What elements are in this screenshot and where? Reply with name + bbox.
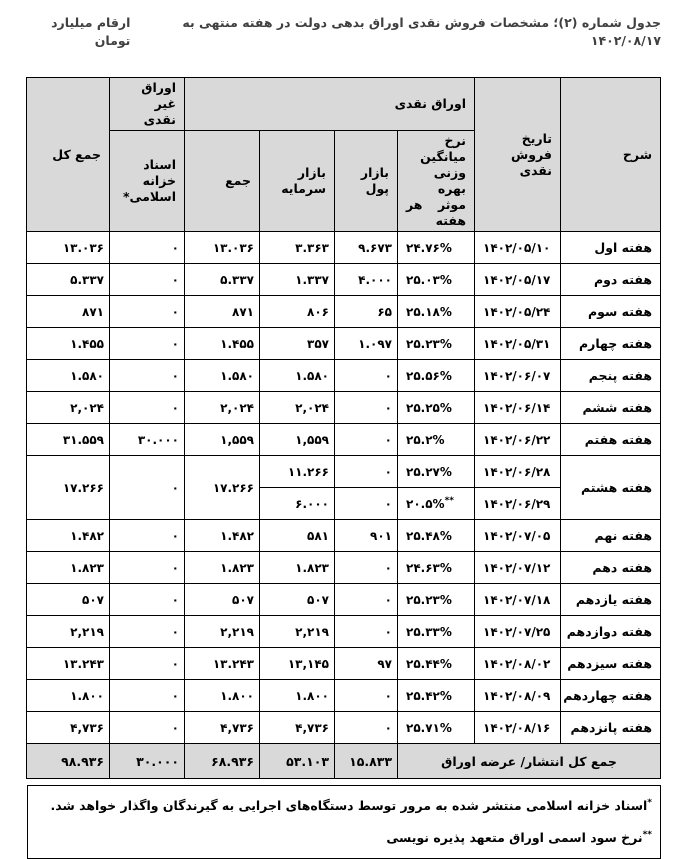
footnote-marker: ** — [642, 830, 652, 841]
table-row — [27, 328, 661, 360]
money-market-cell: ۴.۰۰۰ — [335, 264, 398, 296]
sale-date-cell: ۱۴۰۲/۰۶/۲۸ — [475, 456, 561, 488]
rate-cell: ۲۵.۱۸% — [398, 296, 475, 328]
week-cell: هفته نهم — [561, 520, 661, 552]
sum-cell: ۱.۸۲۳ — [185, 552, 260, 584]
capital-market-cell: ۲,۰۲۴ — [260, 392, 335, 424]
table-row — [27, 232, 661, 264]
treasury-cell: ۰ — [110, 392, 185, 424]
money-market-cell: ۰ — [335, 424, 398, 456]
capital-market-cell: ۸۰۶ — [260, 296, 335, 328]
treasury-cell: ۰ — [110, 616, 185, 648]
rate-cell: ۲۵.۲۳% — [398, 328, 475, 360]
grand-total-cell: ۴,۷۳۶ — [27, 712, 110, 744]
sum-cell: ۱.۴۸۲ — [185, 520, 260, 552]
grand-total-cell: ۲,۲۱۹ — [27, 616, 110, 648]
footnote-text: اسناد خزانه اسلامی منتشر شده به مرور توسط دستگاه‌های اجرایی به گیرندگان واگذار خواهد شد. — [50, 798, 648, 814]
rate-cell: ۲۵.۰۳% — [398, 264, 475, 296]
sale-date-cell: ۱۴۰۲/۰۷/۰۵ — [475, 520, 561, 552]
sum-cell: ۱۳.۰۳۶ — [185, 232, 260, 264]
header-capital-market: بازار سرمایه — [260, 131, 335, 232]
capital-market-cell: ۱.۵۸۰ — [260, 360, 335, 392]
grand-total-cell: ۱.۸۰۰ — [27, 680, 110, 712]
rate-cell: ۲۵.۳۳% — [398, 616, 475, 648]
sale-date-cell: ۱۴۰۲/۰۷/۲۵ — [475, 616, 561, 648]
rate-cell: ۲۵.۴۸% — [398, 520, 475, 552]
treasury-cell: ۰ — [110, 328, 185, 360]
header-money-market: بازار پول — [335, 131, 398, 232]
money-market-cell: ۰ — [335, 616, 398, 648]
sum-cell: ۲,۰۲۴ — [185, 392, 260, 424]
total-grand-total: ۹۸.۹۳۶ — [27, 744, 110, 779]
page-title-row — [16, 14, 661, 50]
sale-date-cell: ۱۴۰۲/۰۵/۲۴ — [475, 296, 561, 328]
capital-market-cell: ۳۵۷ — [260, 328, 335, 360]
treasury-cell: ۰ — [110, 264, 185, 296]
capital-market-cell: ۱,۵۵۹ — [260, 424, 335, 456]
rate-cell: ۲۵.۴۲% — [398, 680, 475, 712]
sale-date-cell: ۱۴۰۲/۰۶/۱۴ — [475, 392, 561, 424]
grand-total-cell: ۱۷.۲۶۶ — [27, 456, 110, 520]
money-market-cell: ۰ — [335, 360, 398, 392]
unit-note: ارقام میلیارد تومان — [51, 15, 131, 48]
rate-note: ** — [444, 496, 454, 506]
treasury-cell: ۰ — [110, 584, 185, 616]
grand-total-cell: ۲,۰۲۴ — [27, 392, 110, 424]
header-cash-group: اوراق نقدی — [185, 78, 475, 131]
footnote-treasury — [36, 795, 652, 814]
footnotes-box — [27, 785, 661, 859]
table-row — [27, 392, 661, 424]
week-cell: هفته سوم — [561, 296, 661, 328]
table-row — [27, 360, 661, 392]
rate-cell: ۲۵.۲۷% — [398, 456, 475, 488]
total-treasury: ۳۰.۰۰۰ — [110, 744, 185, 779]
table-row — [27, 520, 661, 552]
sale-date-cell: ۱۴۰۲/۰۸/۱۶ — [475, 712, 561, 744]
treasury-cell: ۰ — [110, 680, 185, 712]
treasury-cell: ۰ — [110, 232, 185, 264]
week-cell: هفته اول — [561, 232, 661, 264]
sale-date-cell: ۱۴۰۲/۰۶/۲۹ — [475, 488, 561, 520]
table-title: جدول شماره (۲)؛ مشخصات فروش نقدی اوراق بدهی دولت در هفته منتهی به ۱۴۰۲/۰۸/۱۷ — [182, 15, 661, 48]
sale-date-cell: ۱۴۰۲/۰۷/۱۸ — [475, 584, 561, 616]
header-row-groups — [27, 78, 661, 131]
money-market-cell: ۰ — [335, 584, 398, 616]
capital-market-cell: ۱.۳۳۷ — [260, 264, 335, 296]
treasury-cell: ۰ — [110, 648, 185, 680]
table-row — [27, 584, 661, 616]
header-sum: جمع — [185, 131, 260, 232]
grand-total-cell: ۱.۵۸۰ — [27, 360, 110, 392]
rate-cell: ۲۴.۶۳% — [398, 552, 475, 584]
treasury-cell: ۰ — [110, 712, 185, 744]
rate-cell: ۲۵.۵۶% — [398, 360, 475, 392]
sale-date-cell: ۱۴۰۲/۰۵/۳۱ — [475, 328, 561, 360]
sale-date-cell: ۱۴۰۲/۰۸/۰۹ — [475, 680, 561, 712]
grand-total-cell: ۵۰۷ — [27, 584, 110, 616]
capital-market-cell: ۵۰۷ — [260, 584, 335, 616]
sale-date-cell: ۱۴۰۲/۰۷/۱۲ — [475, 552, 561, 584]
sale-date-cell: ۱۴۰۲/۰۶/۰۷ — [475, 360, 561, 392]
money-market-cell: ۶۵ — [335, 296, 398, 328]
treasury-cell: ۰ — [110, 360, 185, 392]
capital-market-cell: ۵۸۱ — [260, 520, 335, 552]
footnote-marker: * — [647, 798, 652, 808]
money-market-cell: ۹۷ — [335, 648, 398, 680]
total-money-market: ۱۵.۸۳۳ — [335, 744, 398, 779]
week-cell: هفته چهارم — [561, 328, 661, 360]
treasury-cell: ۰ — [110, 520, 185, 552]
money-market-cell: ۰ — [335, 552, 398, 584]
total-row-label: جمع کل انتشار/ عرضه اوراق — [398, 744, 661, 779]
header-description: شرح — [561, 78, 661, 232]
money-market-cell: ۱.۰۹۷ — [335, 328, 398, 360]
table-row — [27, 296, 661, 328]
sum-cell: ۱۷.۲۶۶ — [185, 456, 260, 520]
grand-total-cell: ۱.۴۸۲ — [27, 520, 110, 552]
treasury-cell: ۳۰.۰۰۰ — [110, 424, 185, 456]
week-cell: هفته هفتم — [561, 424, 661, 456]
table-row — [27, 424, 661, 456]
sum-cell: ۱.۸۰۰ — [185, 680, 260, 712]
rate-cell — [398, 488, 475, 520]
capital-market-cell: ۴,۷۳۶ — [260, 712, 335, 744]
rate-cell: ۲۵.۲۳% — [398, 584, 475, 616]
week-cell: هفته یازدهم — [561, 584, 661, 616]
rate-cell: ۲۵.۴۴% — [398, 648, 475, 680]
week-cell: هفته دوم — [561, 264, 661, 296]
rate-cell: ۲۴.۷۶% — [398, 232, 475, 264]
grand-total-cell: ۱۳.۰۳۶ — [27, 232, 110, 264]
table-row — [27, 456, 661, 488]
week-cell: هفته هشتم — [561, 456, 661, 520]
table-row — [27, 264, 661, 296]
sum-cell: ۲,۲۱۹ — [185, 616, 260, 648]
money-market-cell: ۰ — [335, 392, 398, 424]
capital-market-cell: ۱۳,۱۴۵ — [260, 648, 335, 680]
table-row — [27, 712, 661, 744]
table-row — [27, 680, 661, 712]
sum-cell: ۵۰۷ — [185, 584, 260, 616]
grand-total-cell: ۳۱.۵۵۹ — [27, 424, 110, 456]
grand-total-cell: ۱.۴۵۵ — [27, 328, 110, 360]
table-row — [27, 616, 661, 648]
money-market-cell: ۰ — [335, 456, 398, 488]
week-cell: هفته ششم — [561, 392, 661, 424]
total-sum: ۶۸.۹۳۶ — [185, 744, 260, 779]
capital-market-cell: ۱.۸۲۳ — [260, 552, 335, 584]
money-market-cell: ۹.۶۷۳ — [335, 232, 398, 264]
capital-market-cell: ۲,۲۱۹ — [260, 616, 335, 648]
week-cell: هفته چهاردهم — [561, 680, 661, 712]
sum-cell: ۱.۵۸۰ — [185, 360, 260, 392]
sum-cell: ۸۷۱ — [185, 296, 260, 328]
money-market-cell: ۰ — [335, 680, 398, 712]
grand-total-cell: ۵.۳۳۷ — [27, 264, 110, 296]
header-noncash-group: اوراق غیر نقدی — [110, 78, 185, 131]
capital-market-cell: ۳.۳۶۳ — [260, 232, 335, 264]
header-grand-total: جمع کل — [27, 78, 110, 232]
total-row — [27, 744, 661, 779]
week-cell: هفته سیزدهم — [561, 648, 661, 680]
money-market-cell: ۰ — [335, 488, 398, 520]
rate-value: ۲۰.۵% — [406, 497, 445, 511]
sum-cell: ۱.۴۵۵ — [185, 328, 260, 360]
week-cell: هفته پانزدهم — [561, 712, 661, 744]
capital-market-cell: ۶.۰۰۰ — [260, 488, 335, 520]
rate-cell: ۲۵.۲۵% — [398, 392, 475, 424]
capital-market-cell: ۱۱.۲۶۶ — [260, 456, 335, 488]
sale-date-cell: ۱۴۰۲/۰۸/۰۲ — [475, 648, 561, 680]
treasury-cell: ۰ — [110, 552, 185, 584]
table-row — [27, 552, 661, 584]
grand-total-cell: ۱.۸۲۳ — [27, 552, 110, 584]
week-cell: هفته پنجم — [561, 360, 661, 392]
table-row — [27, 648, 661, 680]
week-cell: هفته دوازدهم — [561, 616, 661, 648]
sale-date-cell: ۱۴۰۲/۰۵/۱۷ — [475, 264, 561, 296]
footnote-nominal-rate — [36, 827, 652, 846]
footnote-text: نرخ سود اسمی اوراق متعهد پذیره نویسی — [386, 830, 643, 846]
grand-total-cell: ۸۷۱ — [27, 296, 110, 328]
treasury-cell: ۰ — [110, 296, 185, 328]
money-market-cell: ۹۰۱ — [335, 520, 398, 552]
header-treasury: اسناد خزانه اسلامی* — [110, 131, 185, 232]
rate-cell: ۲۵.۲% — [398, 424, 475, 456]
sum-cell: ۱۳.۲۴۳ — [185, 648, 260, 680]
capital-market-cell: ۱.۸۰۰ — [260, 680, 335, 712]
sum-cell: ۵.۳۳۷ — [185, 264, 260, 296]
sum-cell: ۱,۵۵۹ — [185, 424, 260, 456]
week-cell: هفته دهم — [561, 552, 661, 584]
money-market-cell: ۰ — [335, 712, 398, 744]
rate-cell: ۲۵.۷۱% — [398, 712, 475, 744]
sale-date-cell: ۱۴۰۲/۰۶/۲۲ — [475, 424, 561, 456]
treasury-cell: ۰ — [110, 456, 185, 520]
header-rate: نرخ میانگین وزنی بهره موثر هر هفته — [398, 131, 475, 232]
sale-date-cell: ۱۴۰۲/۰۵/۱۰ — [475, 232, 561, 264]
total-capital-market: ۵۳.۱۰۳ — [260, 744, 335, 779]
bond-sales-table — [26, 77, 661, 779]
sum-cell: ۴,۷۳۶ — [185, 712, 260, 744]
header-sale-date: تاریخ فروش نقدی — [475, 78, 561, 232]
grand-total-cell: ۱۳.۲۴۳ — [27, 648, 110, 680]
